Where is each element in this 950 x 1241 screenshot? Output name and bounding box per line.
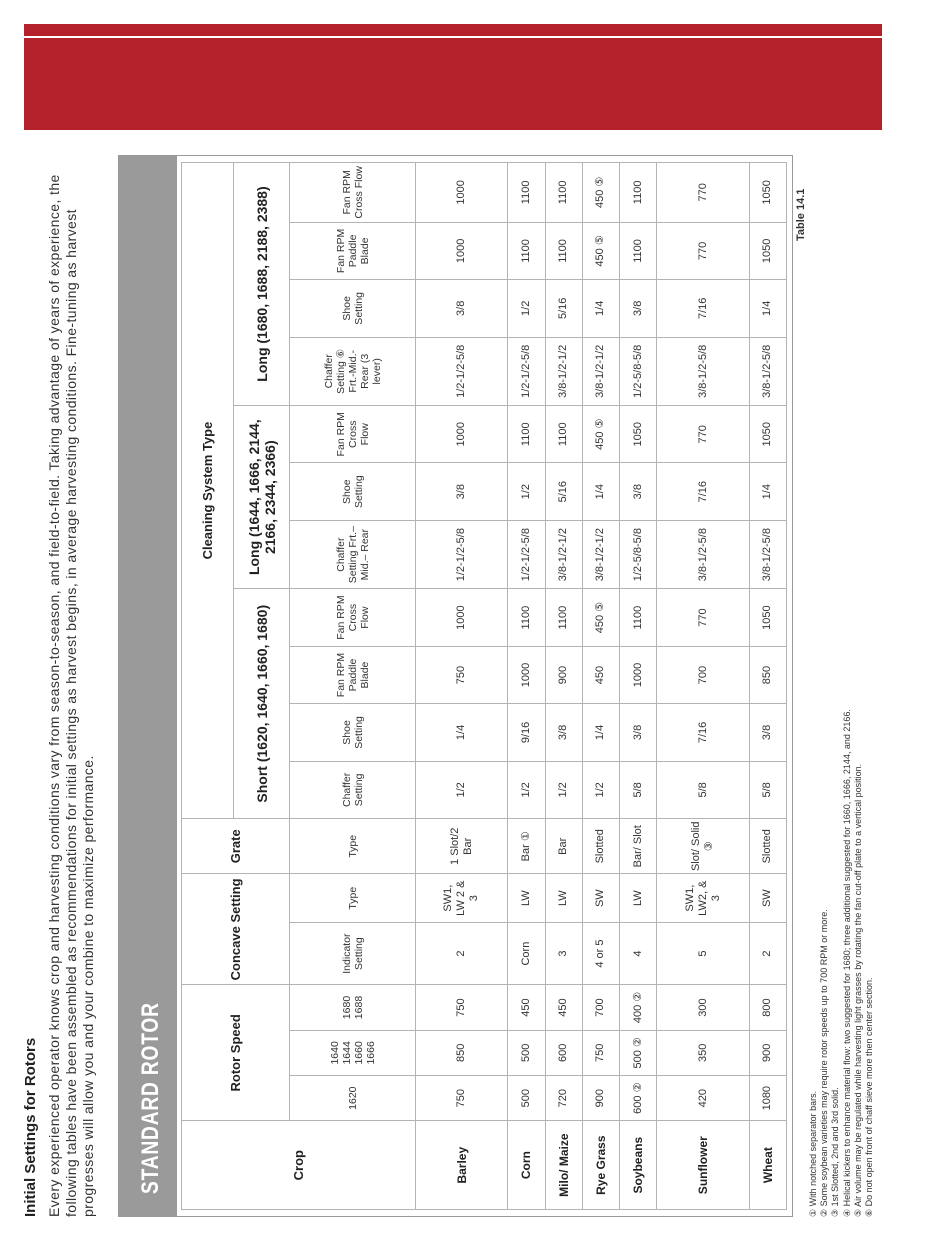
col-header: Fan RPM Paddle Blade bbox=[290, 646, 416, 703]
footnote: ② Some soybean varieties may require rotor speeds up to 700 RPM or more. bbox=[819, 909, 830, 1217]
table-cell: 5/8 bbox=[749, 761, 786, 818]
col-header: Shoe Setting bbox=[290, 704, 416, 761]
page-heading: Initial Settings for Rotors bbox=[22, 1037, 39, 1217]
table-cell: 1100 bbox=[545, 163, 582, 223]
table-cell: 4 bbox=[620, 922, 657, 984]
footnote: ④ Helical kickers to enhance material flow: two suggested for 1680; three additional suggested for 1660, 1666, 2144, and 2166. bbox=[841, 709, 852, 1217]
table-cell: 1/2-5/8-5/8 bbox=[620, 520, 657, 589]
table-cell: 750 bbox=[416, 646, 508, 703]
table-cell: 1/2-1/2-5/8 bbox=[508, 337, 545, 406]
table-cell: Bar/ Slot bbox=[620, 819, 657, 874]
col-header: Chaffer Setting ⑥ Frt.-Mid.- Rear (3 lever) bbox=[290, 337, 416, 406]
table-cell: 2 bbox=[749, 922, 786, 984]
table-cell: 750 bbox=[582, 1030, 619, 1075]
table-cell: 5/8 bbox=[620, 761, 657, 818]
col-header: 1640 1644 1660 1666 bbox=[290, 1030, 416, 1075]
table-cell: 3/8-1/2-1/2 bbox=[582, 337, 619, 406]
table-cell: 5 bbox=[657, 922, 749, 984]
table-cell: 5/8 bbox=[657, 761, 749, 818]
table-body bbox=[416, 163, 787, 1210]
table-cell: 1100 bbox=[508, 222, 545, 279]
table-cell: 7/16 bbox=[657, 280, 749, 337]
table-row bbox=[508, 163, 545, 1210]
table-cell: 1000 bbox=[620, 646, 657, 703]
col-header: Shoe Setting bbox=[290, 463, 416, 520]
table-cell: Slotted bbox=[582, 819, 619, 874]
table-cell: 5/16 bbox=[545, 463, 582, 520]
table-cell: 500 bbox=[508, 1030, 545, 1075]
table-cell: 450 ⑤ bbox=[582, 163, 619, 223]
table-cell: 1100 bbox=[620, 222, 657, 279]
table-row bbox=[545, 163, 582, 1210]
table-cell: 3/8 bbox=[620, 280, 657, 337]
table-cell: 1/4 bbox=[582, 280, 619, 337]
col-header: Type bbox=[290, 874, 416, 922]
table-cell: 700 bbox=[657, 646, 749, 703]
table-cell: 350 bbox=[657, 1030, 749, 1075]
table-cell: 450 ⑤ bbox=[582, 406, 619, 463]
table-cell: 1 Slot/2 Bar bbox=[416, 819, 508, 874]
table-cell: 1/2 bbox=[508, 463, 545, 520]
table-cell: 1050 bbox=[749, 406, 786, 463]
table-cell: SW bbox=[749, 874, 786, 922]
col-header: Chaffer Setting Frt.– Mid.– Rear bbox=[290, 520, 416, 589]
table-cell: 900 bbox=[749, 1030, 786, 1075]
table-cell: SW bbox=[582, 874, 619, 922]
table-cell: 3/8-1/2-5/8 bbox=[657, 337, 749, 406]
table-cell: 3/8 bbox=[416, 280, 508, 337]
table-cell: 7/16 bbox=[657, 704, 749, 761]
header-rule bbox=[24, 36, 882, 38]
table-cell: 2 bbox=[416, 922, 508, 984]
table-cell: 1000 bbox=[508, 646, 545, 703]
crop-cell: Milo/ Maize bbox=[545, 1121, 582, 1210]
table-cell: 1050 bbox=[749, 589, 786, 646]
table-cell: 450 bbox=[582, 646, 619, 703]
header-short-cleaning: Short (1620, 1640, 1660, 1680) bbox=[234, 589, 290, 819]
table-cell: 3/8-1/2-1/2 bbox=[545, 337, 582, 406]
table-cell: 3/8 bbox=[620, 704, 657, 761]
table-cell: 450 ⑤ bbox=[582, 589, 619, 646]
table-cell: 600 bbox=[545, 1030, 582, 1075]
table-cell: 500 bbox=[508, 1076, 545, 1121]
table-cell: 1/2 bbox=[508, 280, 545, 337]
table-cell: Corn bbox=[508, 922, 545, 984]
table-cell: 720 bbox=[545, 1076, 582, 1121]
table-cell: 1100 bbox=[508, 406, 545, 463]
table-cell: 1100 bbox=[545, 222, 582, 279]
table-cell: 300 bbox=[657, 985, 749, 1030]
crop-cell: Rye Grass bbox=[582, 1121, 619, 1210]
crop-cell: Soybeans bbox=[620, 1121, 657, 1210]
table-cell: 770 bbox=[657, 163, 749, 223]
table-cell: 1/2-1/2-5/8 bbox=[416, 337, 508, 406]
table-cell: Bar ① bbox=[508, 819, 545, 874]
footnote: ⑥ Do not open front of chaff sieve more then center section. bbox=[864, 977, 875, 1217]
section-banner bbox=[125, 156, 177, 1216]
table-cell: 1100 bbox=[545, 406, 582, 463]
table-cell: 3/8 bbox=[620, 463, 657, 520]
table-cell: 450 bbox=[508, 985, 545, 1030]
table-container bbox=[177, 156, 792, 1216]
table-cell: 1100 bbox=[545, 589, 582, 646]
header-concave-setting: Concave Setting bbox=[182, 874, 290, 985]
header-crop: Crop bbox=[182, 1121, 416, 1210]
table-cell: 1100 bbox=[620, 163, 657, 223]
table-cell: 1100 bbox=[508, 163, 545, 223]
table-cell: 1/2-1/2-5/8 bbox=[416, 520, 508, 589]
table-cell: 1000 bbox=[416, 589, 508, 646]
footnote: ③ 1st Slotted, 2nd and 3rd solid. bbox=[830, 1087, 841, 1217]
table-cell: 1/2 bbox=[508, 761, 545, 818]
section-banner-title: STANDARD ROTOR bbox=[137, 1002, 164, 1194]
table-cell: 1100 bbox=[620, 589, 657, 646]
table-cell: LW bbox=[620, 874, 657, 922]
crop-cell: Corn bbox=[508, 1121, 545, 1210]
table-cell: 3/8-1/2-1/2 bbox=[545, 520, 582, 589]
table-cell: SW1, LW2, & 3 bbox=[657, 874, 749, 922]
table-cell: 5/16 bbox=[545, 280, 582, 337]
table-cell: 1/2-1/2-5/8 bbox=[508, 520, 545, 589]
table-cell: 900 bbox=[582, 1076, 619, 1121]
table-cell: 4 or 5 bbox=[582, 922, 619, 984]
intro-paragraph: Every experienced operator knows crop and harvesting conditions vary from season-to-season, and field-to-field. Taking advantage of years of experience, the following tables have been assembled as recommendations for initial settings as harvest begins, in average harvesting conditions. Fine-tuning as harvest progresses will allow you and your combine to maximize performance. bbox=[46, 174, 96, 1217]
crop-cell: Barley bbox=[416, 1121, 508, 1210]
table-cell: Slot/ Solid ③ bbox=[657, 819, 749, 874]
col-header: Fan RPM Paddle Blade bbox=[290, 222, 416, 279]
table-cell: 3 bbox=[545, 922, 582, 984]
table-cell: 1000 bbox=[416, 222, 508, 279]
table-cell: 500 ② bbox=[620, 1030, 657, 1075]
col-header: Fan RPM Cross Flow bbox=[290, 163, 416, 223]
table-cell: 3/8-1/2-5/8 bbox=[749, 520, 786, 589]
table-cell: 7/16 bbox=[657, 463, 749, 520]
table-cell: 9/16 bbox=[508, 704, 545, 761]
header-cleaning-system-type: Cleaning System Type bbox=[182, 163, 234, 819]
table-cell: 1/2-5/8-5/8 bbox=[620, 337, 657, 406]
footnote: ⑤ Air volume may be regulated while harvesting light grasses by rotating the fan cut-off plate to a vertical position. bbox=[852, 763, 863, 1217]
table-cell: SW1, LW 2 & 3 bbox=[416, 874, 508, 922]
standard-rotor-panel bbox=[118, 155, 793, 1217]
table-cell: 1/4 bbox=[416, 704, 508, 761]
table-cell: 3/8 bbox=[749, 704, 786, 761]
table-cell: 3/8-1/2-5/8 bbox=[749, 337, 786, 406]
table-cell: 1050 bbox=[749, 163, 786, 223]
table-cell: 770 bbox=[657, 406, 749, 463]
table-row bbox=[620, 163, 657, 1210]
table-cell: 1050 bbox=[749, 222, 786, 279]
table-cell: 1050 bbox=[620, 406, 657, 463]
header-long-cleaning-2: Long (1680, 1688, 2188, 2388) bbox=[234, 163, 290, 406]
table-caption: Table 14.1 bbox=[795, 188, 807, 241]
table-cell: 700 bbox=[582, 985, 619, 1030]
col-header: 1620 bbox=[290, 1076, 416, 1121]
table-cell: 800 bbox=[749, 985, 786, 1030]
col-header: Indicator Setting bbox=[290, 922, 416, 984]
table-cell: 1/4 bbox=[582, 463, 619, 520]
table-cell: 3/8 bbox=[545, 704, 582, 761]
table-row bbox=[749, 163, 786, 1210]
table-cell: 750 bbox=[416, 985, 508, 1030]
table-cell: 3/8-1/2-1/2 bbox=[582, 520, 619, 589]
table-cell: 600 ② bbox=[620, 1076, 657, 1121]
col-header: Type bbox=[290, 819, 416, 874]
header-rotor-speed: Rotor Speed bbox=[182, 985, 290, 1121]
table-cell: 1/4 bbox=[749, 463, 786, 520]
crop-cell: Sunflower bbox=[657, 1121, 749, 1210]
table-cell: 750 bbox=[416, 1076, 508, 1121]
table-row bbox=[582, 163, 619, 1210]
crop-cell: Wheat bbox=[749, 1121, 786, 1210]
table-cell: 3/8-1/2-5/8 bbox=[657, 520, 749, 589]
table-cell: 420 bbox=[657, 1076, 749, 1121]
table-row bbox=[657, 163, 749, 1210]
table-cell: 850 bbox=[416, 1030, 508, 1075]
table-cell: 1000 bbox=[416, 163, 508, 223]
table-cell: 1000 bbox=[416, 406, 508, 463]
header-grate: Grate bbox=[182, 819, 290, 874]
col-header: Fan RPM Cross Flow bbox=[290, 406, 416, 463]
table-cell: 900 bbox=[545, 646, 582, 703]
table-cell: LW bbox=[545, 874, 582, 922]
col-header: Fan RPM Cross Flow bbox=[290, 589, 416, 646]
header-color-bar bbox=[24, 24, 882, 130]
table-cell: 450 ⑤ bbox=[582, 222, 619, 279]
rotated-page-content bbox=[0, 151, 900, 1241]
table-cell: 3/8 bbox=[416, 463, 508, 520]
table-cell: Slotted bbox=[749, 819, 786, 874]
footnote: ① With notched separator bars. bbox=[808, 1090, 818, 1217]
rotor-settings-table bbox=[181, 162, 787, 1210]
table-cell: 1100 bbox=[508, 589, 545, 646]
col-header: 1680 1688 bbox=[290, 985, 416, 1030]
table-cell: 1/2 bbox=[545, 761, 582, 818]
table-cell: 1080 bbox=[749, 1076, 786, 1121]
table-cell: 1/2 bbox=[582, 761, 619, 818]
table-cell: 770 bbox=[657, 589, 749, 646]
table-cell: 770 bbox=[657, 222, 749, 279]
table-cell: 1/4 bbox=[582, 704, 619, 761]
header-long-cleaning-1: Long (1644, 1666, 2144, 2166, 2344, 2366) bbox=[234, 406, 290, 589]
table-cell: 450 bbox=[545, 985, 582, 1030]
table-cell: 1/4 bbox=[749, 280, 786, 337]
col-header: Chaffer Setting bbox=[290, 761, 416, 818]
footnotes bbox=[808, 157, 875, 1217]
table-cell: 850 bbox=[749, 646, 786, 703]
table-cell: 1/2 bbox=[416, 761, 508, 818]
col-header: Shoe Setting bbox=[290, 280, 416, 337]
table-cell: 400 ② bbox=[620, 985, 657, 1030]
table-row bbox=[416, 163, 508, 1210]
table-cell: Bar bbox=[545, 819, 582, 874]
table-cell: LW bbox=[508, 874, 545, 922]
